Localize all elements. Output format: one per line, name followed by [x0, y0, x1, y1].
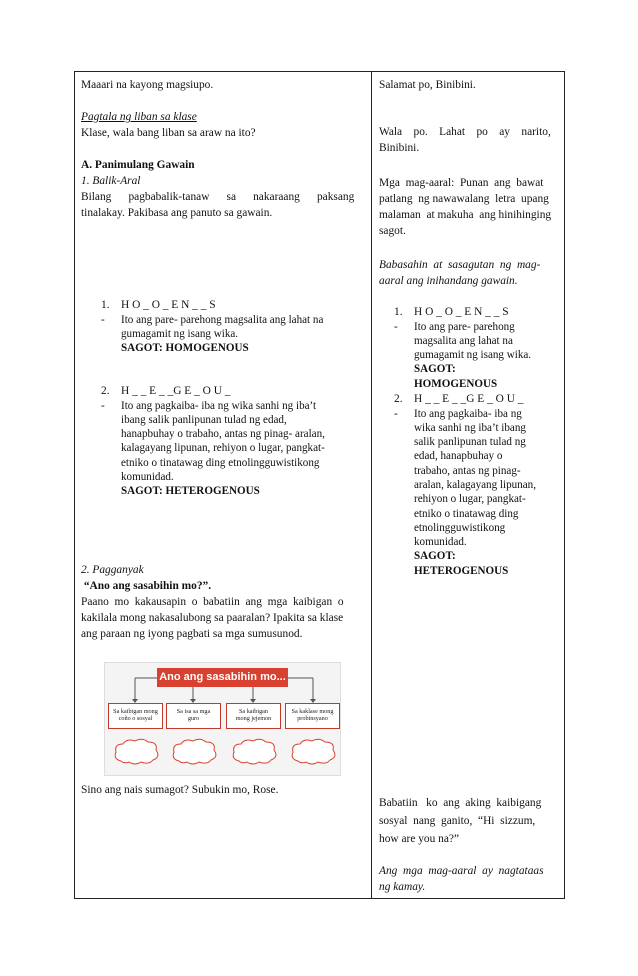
attendance-question: Klase, wala bang liban sa araw na ito? — [81, 127, 256, 139]
activity-note-line-1: Babasahin at sasagutan ng mag- — [379, 259, 541, 271]
instructions-line-2: patlang ng nawawalang letra upang — [379, 193, 549, 205]
infographic-banner: Ano ang sasabihin mo... — [157, 668, 288, 687]
left-item-2-desc: - Ito ang pagkaiba- iba ng wika sanhi ng iba’t ibang salik panlipunan tulad ng edad, hanapbuhay o trabaho, antas ng pinag- aralan, kalagayang lipunan, rehiyon o lugar, pangkat- etniko o tinatawag ding etnolingguwistikong komunidad. SAGOT: HETEROGENOUS — [101, 399, 363, 499]
right-item-1-answer: HOMOGENOUS — [414, 377, 498, 390]
hand-raise-note-line-1: Ang mga mag-aaral ay nagtataas — [379, 865, 544, 877]
balik-aral-line-2: tinalakay. Pakibasa ang panuto sa gawain. — [81, 207, 273, 219]
lesson-table — [74, 71, 565, 899]
speech-cloud-icon — [288, 737, 338, 767]
left-item-2-head: 2. H _ _ E _ _G E _ O U _ — [101, 385, 231, 397]
greeting-text: Maaari na kayong magsiupo. — [81, 79, 214, 91]
left-item-1-head: 1. H O _ O _ E N _ _ S — [101, 299, 216, 311]
speech-cloud-icon — [111, 737, 161, 767]
right-item-2-head: 2. H _ _ E _ _G E _ O U _ — [394, 393, 524, 405]
speech-cloud-icon — [169, 737, 219, 767]
speech-cloud-icon — [229, 737, 279, 767]
instructions-line-1: Mga mag-aaral: Punan ang bawat — [379, 177, 544, 189]
instructions-line-3: malaman at makuha ang hinihinging — [379, 209, 552, 221]
teacher-column — [75, 72, 371, 898]
greeting-response-line-1: Babatiin ko ang aking kaibigang — [379, 797, 542, 809]
left-item-2 — [101, 384, 363, 499]
right-item-1-head: 1. H O _ O _ E N _ _ S — [394, 306, 509, 318]
student-response-1: Salamat po, Binibini. — [379, 79, 476, 91]
instructions-line-4: sagot. — [379, 225, 406, 237]
balik-aral-heading: 1. Balik-Aral — [81, 175, 141, 187]
student-column — [372, 72, 564, 898]
right-item-2 — [394, 392, 556, 578]
right-item-2-answer: HETEROGENOUS — [414, 564, 509, 577]
attendance-heading: Pagtala ng liban sa klase — [81, 111, 197, 123]
infographic-box-4: Sa kaklase mong probinsyano — [285, 703, 340, 729]
pagganyak-line-2: kakilala mong nakasalubong sa paaralan? Ipakita sa klase — [81, 612, 344, 624]
left-item-1-desc: - Ito ang pare- parehong magsalita ang lahat na gumagamit ng isang wika. SAGOT: HOMOGENOUS — [101, 313, 363, 356]
pagganyak-quote: “Ano ang sasabihin mo?”. — [81, 580, 212, 592]
right-item-2-desc: - Ito ang pagkaiba- iba ng wika sanhi ng iba’t ibang salik panlipunan tulad ng edad, hanapbuhay o trabaho, antas ng pinag- aralan, kalagayang lipunan, rehiyon o lugar, pangkat- etniko o tinatawag ding etnolingguwistikong komunidad. SAGOT: HETEROGENOUS — [394, 407, 556, 579]
student-response-2-line-1: Wala po. Lahat po ay narito, — [379, 126, 551, 138]
balik-aral-line-1: Bilang pagbabalik-tanaw sa nakaraang paksang — [81, 191, 355, 203]
hand-raise-note-line-2: ng kamay. — [379, 881, 426, 893]
greeting-response-line-3: how are you na?” — [379, 833, 460, 845]
section-a-heading: A. Panimulang Gawain — [81, 159, 195, 171]
connector-arrows — [105, 663, 342, 707]
activity-note-line-2: aaral ang inihandang gawain. — [379, 275, 518, 287]
left-item-2-answer: SAGOT: HETEROGENOUS — [121, 485, 260, 498]
right-item-1 — [394, 305, 556, 391]
infographic-box-2: Sa isa sa mga guro — [166, 703, 221, 729]
student-response-2-line-2: Binibini. — [379, 142, 420, 154]
left-item-1-answer: SAGOT: HOMOGENOUS — [121, 342, 249, 355]
pagganyak-line-3: ang paraan ng iyong pagbati sa mga sumusunod. — [81, 628, 303, 640]
left-item-1 — [101, 298, 363, 355]
infographic-box-3: Sa kaibigan mong jejemon — [226, 703, 281, 729]
greeting-infographic — [104, 662, 341, 776]
pagganyak-heading: 2. Pagganyak — [81, 564, 144, 576]
pagganyak-line-1: Paano mo kakausapin o babatiin ang mga kaibigan o — [81, 596, 344, 608]
infographic-box-1: Sa kaibigan mong coño o sosyal — [108, 703, 163, 729]
closing-question: Sino ang nais sumagot? Subukin mo, Rose. — [81, 784, 279, 796]
right-item-1-desc: - Ito ang pare- parehong magsalita ang lahat na gumagamit ng isang wika. SAGOT: HOMOGENOUS — [394, 320, 556, 391]
greeting-response-line-2: sosyal nang ganito, “Hi sizzum, — [379, 815, 536, 827]
